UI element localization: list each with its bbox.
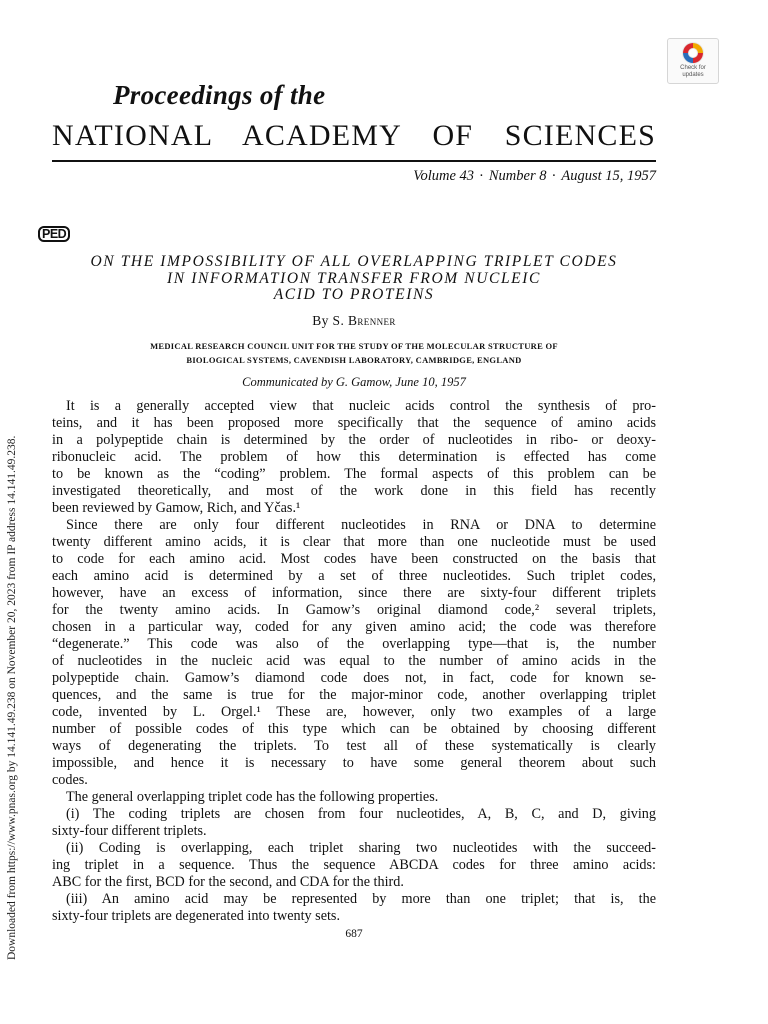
- body-line: impossible, and hence it is necessary to have some general theorem about such: [52, 755, 656, 771]
- body-line: (i) The coding triplets are chosen from four nucleotides, A, B, C, and D, giving: [66, 806, 656, 822]
- body-line: sixty-four different triplets.: [52, 823, 207, 839]
- body-line: for the twenty amino acids. In Gamow’s original diamond code,² several triplets,: [52, 602, 656, 618]
- issue-date: August 15, 1957: [561, 168, 656, 184]
- author-prefix: By: [312, 313, 329, 328]
- body-line: (iii) An amino acid may be represented by more than one triplet; that is, the: [66, 891, 656, 907]
- affiliation: [50, 340, 658, 367]
- body-line: to be known as the “coding” problem. The formal aspects of this problem can be: [52, 466, 656, 482]
- affiliation-line: BIOLOGICAL SYSTEMS, CAVENDISH LABORATORY, CAMBRIDGE, ENGLAND: [186, 354, 522, 365]
- author-name: S. Brenner: [332, 313, 396, 328]
- body-line: chosen in a particular way, coded for any given amino acid; the code was therefore: [52, 619, 656, 635]
- ped-mark: PED: [38, 226, 70, 242]
- article-title-line: IN INFORMATION TRANSFER FROM NUCLEIC: [167, 269, 541, 287]
- article-title: [50, 254, 658, 304]
- body-line: “degenerate.” This code was also of the overlapping type—that is, the number: [52, 636, 656, 652]
- body-line: investigated theoretically, and most of the work done in this field has recently: [52, 483, 656, 499]
- body-line: in a polypeptide chain is determined by the order of nucleotides in ribo- or deoxy-: [52, 432, 656, 448]
- download-side-note: Downloaded from https://www.pnas.org by 14.141.49.238 on November 20, 2023 from IP address 14.141.49.238.: [6, 435, 18, 960]
- body-line: twenty different amino acids, it is clear that more than one nucleotide must be used: [52, 534, 656, 550]
- body-line: (ii) Coding is overlapping, each triplet sharing two nucleotides with the succeed-: [66, 840, 656, 856]
- body-line: each amino acid is determined by a set of three nucleotides. Such triplet codes,: [52, 568, 656, 584]
- body-line: sixty-four triplets are degenerated into twenty sets.: [52, 908, 340, 924]
- body-line: teins, and it has been proposed more specifically that the sequence of amino acids: [52, 415, 656, 431]
- body-line: however, have an excess of information, since there are sixty-four different triplets: [52, 585, 656, 601]
- body-line: quences, and the same is true for the major-minor code, another overlapping triplet: [52, 687, 656, 703]
- header-rule: [52, 160, 656, 162]
- journal-name: NATIONAL ACADEMY OF SCIENCES: [52, 119, 656, 152]
- check-for-updates-badge[interactable]: [667, 38, 719, 84]
- body-line: polypeptide chain. Gamow’s diamond code does not, in fact, code for known se-: [52, 670, 656, 686]
- author-line: [50, 313, 658, 329]
- body-text: [52, 398, 656, 925]
- body-line: ABC for the first, BCD for the second, and CDA for the third.: [52, 874, 404, 890]
- body-line: number of possible codes of this type which can be obtained by choosing different: [52, 721, 656, 737]
- body-line: to code for each amino acid. Most codes have been constructed on the basis that: [52, 551, 656, 567]
- check-for-updates-icon: [681, 41, 705, 65]
- issue-line: [300, 168, 656, 185]
- issue-number: Number 8: [488, 168, 547, 184]
- body-line: The general overlapping triplet code has the following properties.: [66, 789, 439, 805]
- body-line: codes.: [52, 772, 88, 788]
- body-line: Since there are only four different nucleotides in RNA or DNA to determine: [66, 517, 656, 533]
- body-line: code, invented by L. Orgel.¹ These are, however, only two examples of a large: [52, 704, 656, 720]
- issue-separator: ·: [551, 168, 557, 184]
- body-line: ing triplet in a sequence. Thus the sequence ABCDA codes for three amino acids:: [52, 857, 656, 873]
- communicated-by: Communicated by G. Gamow, June 10, 1957: [242, 375, 466, 389]
- badge-line-2: updates: [682, 72, 704, 78]
- body-line: ways of degenerating the triplets. To test all of these systematically is clearly: [52, 738, 656, 754]
- body-line: It is a generally accepted view that nucleic acids control the synthesis of pro-: [66, 398, 656, 414]
- article-title-line: ON THE IMPOSSIBILITY OF ALL OVERLAPPING TRIPLET CODES: [90, 253, 618, 270]
- body-line: ribonucleic acid. The problem of how this determination is effected has come: [52, 449, 656, 465]
- affiliation-line: MEDICAL RESEARCH COUNCIL UNIT FOR THE STUDY OF THE MOLECULAR STRUCTURE OF: [150, 341, 558, 351]
- page-number: 687: [345, 928, 363, 940]
- issue-separator: ·: [479, 168, 484, 184]
- journal-title: Proceedings of the: [113, 80, 326, 110]
- body-line: of nucleotides in the nucleic acid was equal to the number of amino acids in the: [52, 653, 656, 669]
- article-title-line: ACID TO PROTEINS: [273, 286, 435, 303]
- badge-line-1: Check for: [680, 65, 706, 71]
- issue-volume: Volume 43: [413, 168, 475, 184]
- body-line: been reviewed by Gamow, Rich, and Yčas.¹: [52, 500, 301, 516]
